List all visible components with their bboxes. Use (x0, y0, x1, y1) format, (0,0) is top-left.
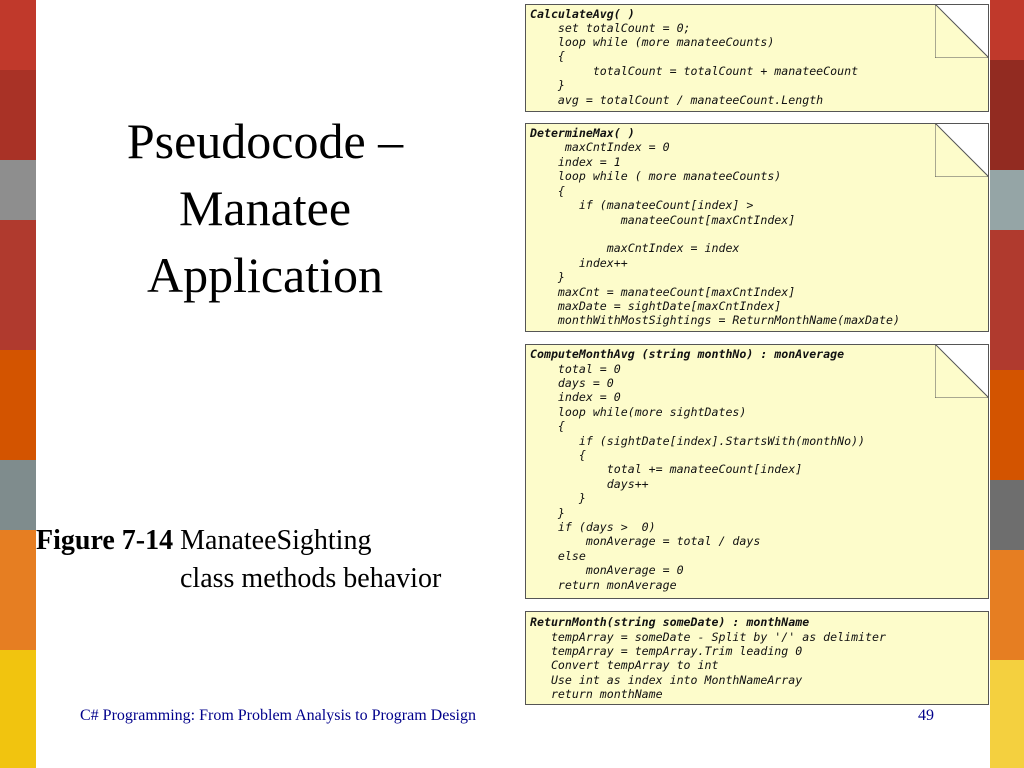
code-line: else (530, 549, 586, 563)
code-line: monthWithMostSightings = ReturnMonthName(maxDate) (530, 313, 900, 327)
code-line: return monAverage (530, 578, 677, 592)
code-line: CalculateAvg( ) (530, 7, 635, 21)
title-line: Manatee (178, 180, 352, 236)
note-calculate-avg (525, 4, 989, 112)
code-line: loop while(more sightDates) (530, 405, 747, 419)
code-line: index++ (530, 256, 628, 270)
slide-title (60, 108, 470, 309)
note-determine-max (525, 123, 989, 332)
code-line: Convert tempArray to int (530, 658, 719, 672)
code-line: loop while (more manateeCounts) (530, 35, 775, 49)
title-line: Application (146, 247, 384, 303)
code-line: ComputeMonthAvg (string monthNo) : monAverage (530, 347, 845, 361)
page-number: 49 (918, 707, 934, 724)
code-line: return monthName (530, 687, 663, 701)
right-decorative-strip (990, 0, 1024, 768)
title-line: Pseudocode – (126, 113, 404, 169)
code-line: } (530, 506, 565, 520)
code-line: { (530, 49, 565, 63)
code-line: monAverage = 0 (530, 563, 684, 577)
code-line: days++ (530, 477, 649, 491)
code-line: { (530, 448, 586, 462)
page-fold-icon (935, 123, 989, 177)
code-line: } (530, 270, 565, 284)
code-line: maxDate = sightDate[maxCntIndex] (530, 299, 782, 313)
code-line: if (sightDate[index].StartsWith(monthNo)) (530, 434, 866, 448)
code-line: Use int as index into MonthNameArray (530, 673, 803, 687)
code-line: ReturnMonth(string someDate) : monthName (530, 615, 810, 629)
code-line: maxCnt = manateeCount[maxCntIndex] (530, 285, 796, 299)
code-line: avg = totalCount / manateeCount.Length (530, 93, 824, 107)
left-decorative-strip (0, 0, 36, 768)
figure-caption (36, 522, 516, 598)
code-line: if (days > 0) (530, 520, 656, 534)
code-line: totalCount = totalCount + manateeCount (530, 64, 859, 78)
code-line: total += manateeCount[index] (530, 462, 803, 476)
code-line: set totalCount = 0; (530, 21, 691, 35)
code-line: loop while ( more manateeCounts) (530, 169, 782, 183)
code-line: tempArray = someDate - Split by '/' as delimiter (530, 630, 886, 644)
caption-text-line2: class methods behavior (180, 563, 442, 594)
code-line: index = 1 (530, 155, 621, 169)
code-line: if (manateeCount[index] > (530, 198, 754, 212)
code-line: } (530, 78, 565, 92)
code-line: days = 0 (530, 376, 614, 390)
code-line: maxCntIndex = index (530, 241, 740, 255)
code-line: monAverage = total / days (530, 534, 761, 548)
code-line: { (530, 419, 565, 433)
code-line: DetermineMax( ) (530, 126, 635, 140)
footer-text: C# Programming: From Problem Analysis to Program Design (80, 707, 476, 724)
caption-text-line1: ManateeSighting (180, 525, 372, 556)
note-return-month (525, 611, 989, 705)
code-line: { (530, 184, 565, 198)
code-line: tempArray = tempArray.Trim leading 0 (530, 644, 803, 658)
code-line: manateeCount[maxCntIndex] (530, 213, 796, 227)
note-compute-month-avg (525, 344, 989, 599)
figure-label: Figure 7-14 (36, 525, 174, 556)
page-fold-icon (935, 344, 989, 398)
code-line: maxCntIndex = 0 (530, 140, 670, 154)
code-line: index = 0 (530, 390, 621, 404)
code-line: } (530, 491, 586, 505)
code-line: total = 0 (530, 362, 621, 376)
page-fold-icon (935, 4, 989, 58)
